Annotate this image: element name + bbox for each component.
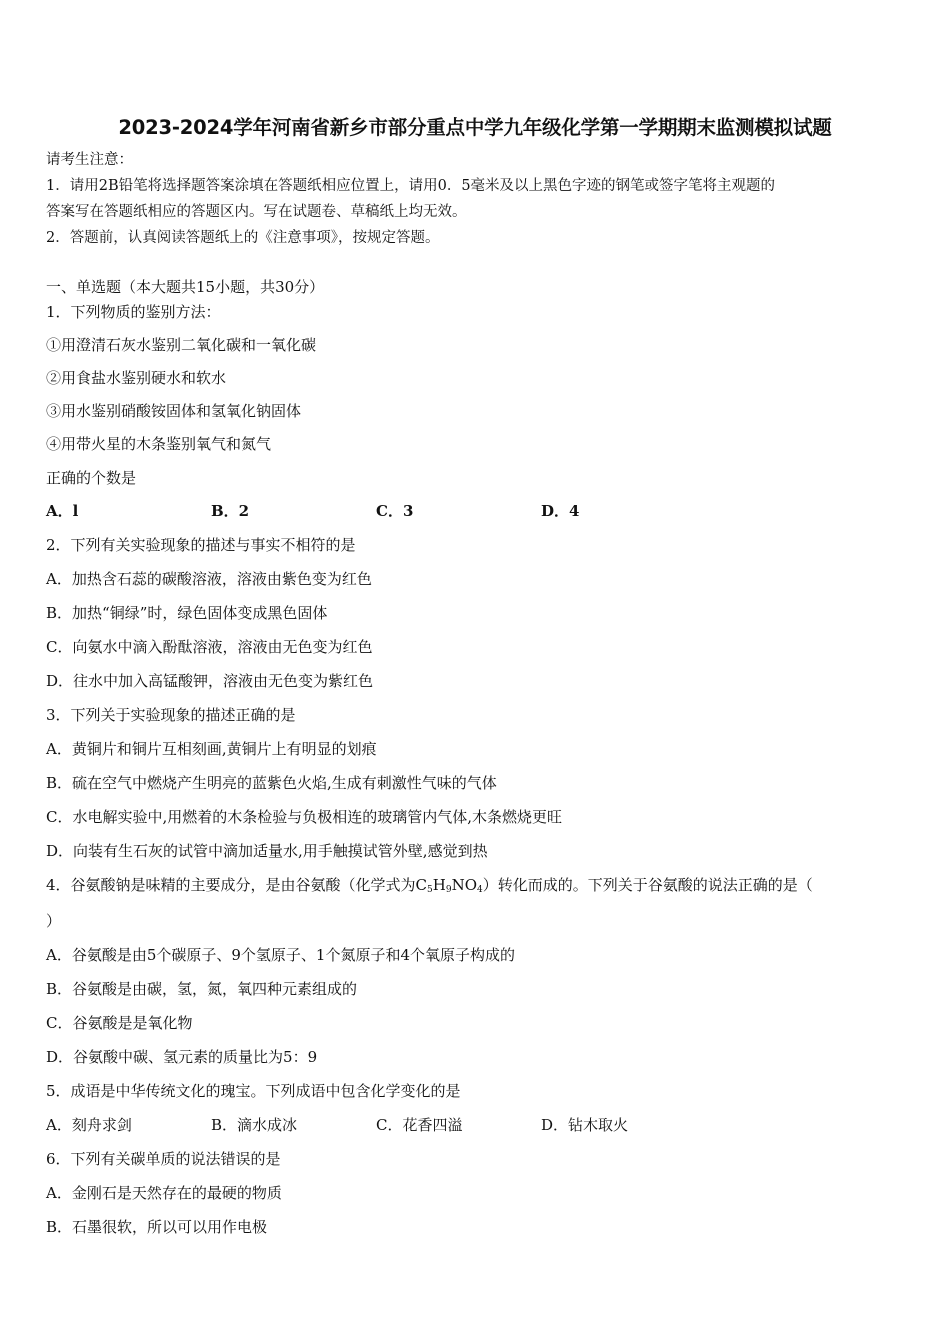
question-2-option-b: B．加热“铜绿”时，绿色固体变成黑色固体 [46, 604, 328, 622]
section-heading: 一、单选题（本大题共15小题，共30分） [46, 278, 325, 296]
question-3-option-d: D．向装有生石灰的试管中滴加适量水,用手触摸试管外壁,感觉到热 [46, 842, 488, 860]
option-c: C．花香四溢 [376, 1116, 463, 1134]
question-1-stem: 1．下列物质的鉴别方法： [46, 303, 221, 321]
question-3-option-c: C．水电解实验中,用燃着的木条检验与负极相连的玻璃管内气体,木条燃烧更旺 [46, 808, 563, 826]
question-1-item: ②用食盐水鉴别硬水和软水 [46, 369, 227, 387]
question-2-option-a: A．加热含石蕊的碳酸溶液，溶液由紫色变为红色 [46, 570, 372, 588]
option-b: B．滴水成冰 [211, 1116, 298, 1134]
question-2-option-c: C．向氨水中滴入酚酞溶液，溶液由无色变为红色 [46, 638, 373, 656]
notice-heading: 请考生注意： [46, 152, 133, 168]
notice-line-2: 2．答题前，认真阅读答题纸上的《注意事项》，按规定答题。 [46, 230, 440, 246]
question-2-option-d: D．往水中加入高锰酸钾，溶液由无色变为紫红色 [46, 672, 374, 690]
notice-line-1-cont: 答案写在答题纸相应的答题区内。写在试题卷、草稿纸上均无效。 [46, 204, 467, 220]
question-4-option-d: D．谷氨酸中碳、氢元素的质量比为5：9 [46, 1048, 318, 1066]
document-title: 2023-2024学年河南省新乡市部分重点中学九年级化学第一学期期末监测模拟试题 [118, 116, 832, 139]
question-1-item: ③用水鉴别硝酸铵固体和氢氧化钠固体 [46, 402, 302, 420]
notice-line-1: 1．请用2B铅笔将选择题答案涂填在答题纸相应位置上，请用0．5毫米及以上黑色字迹的钢笔或签字笔将主观题的 [46, 178, 776, 194]
option-d: D．钻木取火 [541, 1116, 629, 1134]
question-3-option-a: A．黄铜片和铜片互相刻画,黄铜片上有明显的划痕 [46, 740, 377, 758]
question-4-option-b: B．谷氨酸是由碳，氢，氮，氧四种元素组成的 [46, 980, 358, 998]
question-4-stem-cont: ） [46, 912, 62, 930]
question-6-option-a: A．金刚石是天然存在的最硬的物质 [46, 1184, 282, 1202]
question-4-option-c: C．谷氨酸是是氧化物 [46, 1014, 193, 1032]
question-6-option-b: B．石墨很软，所以可以用作电极 [46, 1218, 268, 1236]
option-a: A．刻舟求剑 [46, 1116, 132, 1134]
question-3-stem: 3．下列关于实验现象的描述正确的是 [46, 706, 296, 724]
question-5-stem: 5．成语是中华传统文化的瑰宝。下列成语中包含化学变化的是 [46, 1082, 461, 1100]
question-3-option-b: B．硫在空气中燃烧产生明亮的蓝紫色火焰,生成有刺激性气味的气体 [46, 774, 497, 792]
question-6-stem: 6．下列有关碳单质的说法错误的是 [46, 1150, 281, 1168]
option-d: D．4 [541, 502, 580, 520]
question-4-option-a: A．谷氨酸是由5个碳原子、9个氢原子、1个氮原子和4个氧原子构成的 [46, 946, 516, 964]
option-b: B．2 [211, 502, 250, 520]
question-4-stem: 4．谷氨酸钠是味精的主要成分，是由谷氨酸（化学式为$C_5H_9NO_4$）转化而成的。下列关于谷氨酸的说法正确的是（ [46, 876, 813, 895]
option-c: C．3 [376, 502, 414, 520]
question-1-item: ①用澄清石灰水鉴别二氧化碳和一氧化碳 [46, 336, 317, 354]
question-1-item: ④用带火星的木条鉴别氧气和氮气 [46, 435, 272, 453]
question-2-stem: 2．下列有关实验现象的描述与事实不相符的是 [46, 536, 356, 554]
option-a: A．l [46, 502, 79, 520]
question-1-prompt: 正确的个数是 [46, 469, 137, 487]
